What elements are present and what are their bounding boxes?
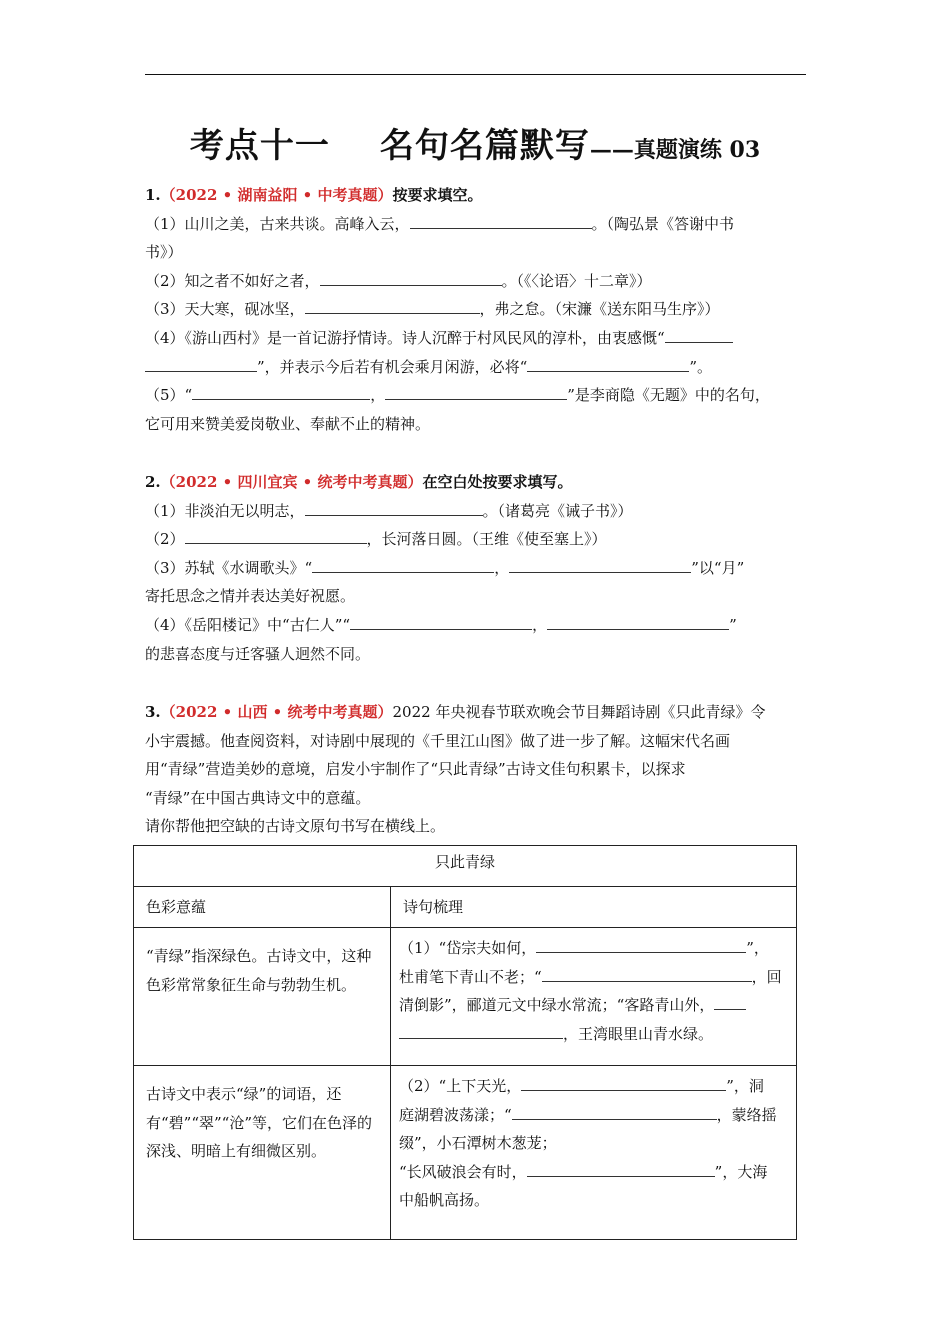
answer-blank[interactable] xyxy=(192,382,370,400)
answer-blank[interactable] xyxy=(305,498,483,516)
q1-item-2: （2）知之者不如好之者， 。（《〈论语〉十二章》） xyxy=(145,267,815,296)
answer-blank[interactable] xyxy=(305,296,480,314)
answer-blank[interactable] xyxy=(145,354,257,372)
header-rule xyxy=(145,74,806,75)
q1-item-5: （5）“ ， ”是李商隐《无题》中的名句， xyxy=(145,381,815,410)
table-cell-meaning-2: 古诗文中表示“绿”的词语，还有“碧”“翠”“沧”等，它们在色泽的深浅、明暗上有细微区别。 xyxy=(134,1066,391,1240)
q2-source: （2022 • 四川宜宾 • 统考中考真题） xyxy=(160,473,423,491)
answer-blank[interactable] xyxy=(320,268,502,286)
answer-blank[interactable] xyxy=(542,964,752,982)
q2-heading: 2.（2022 • 四川宜宾 • 统考中考真题）在空白处按要求填写。 xyxy=(145,473,573,491)
answer-blank[interactable] xyxy=(312,555,494,573)
title-name: 名句名篇默写 xyxy=(379,126,590,166)
q2-item-1: （1）非淡泊无以明志， 。（诸葛亮《诫子书》） xyxy=(145,497,815,526)
answer-blank[interactable] xyxy=(527,354,689,372)
answer-blank[interactable] xyxy=(410,211,592,229)
answer-blank[interactable] xyxy=(714,992,746,1010)
title-topic: 考点十一 xyxy=(189,126,330,166)
answer-blank[interactable] xyxy=(399,1021,563,1039)
q3-source: （2022 • 山西 • 统考中考真题） xyxy=(160,703,393,721)
q2-item-2: （2） ，长河落日圆。（王维《使至塞上》） xyxy=(145,525,815,554)
answer-blank[interactable] xyxy=(536,935,746,953)
accumulation-card-table xyxy=(133,845,797,1240)
question-1: 1.（2022 • 湖南益阳 • 中考真题）按要求填空。 （1）山川之美，古来共谈。高峰入云， 。（陶弘景《答谢中书 书》） （2）知之者不如好之者， 。（《〈论语〉十二章》） （3）天大寒，砚冰坚， ，弗之怠。（宋濂《送东阳马生序》） （4）《游山西村》是一首记游抒情诗。诗人沉醉于村风民风的淳朴，由衷感慨“ ”，并表示今后若有机会乘月闲游，必将“ ”。 （5）“ ， ”是李商隐《无题》中的名句， 它可用来赞美爱岗敬业、奉献不止的精神。 xyxy=(145,181,815,438)
q1-item-1: （1）山川之美，古来共谈。高峰入云， 。（陶弘景《答谢中书 xyxy=(145,210,815,239)
answer-blank[interactable] xyxy=(665,325,733,343)
question-2: 2.（2022 • 四川宜宾 • 统考中考真题）在空白处按要求填写。 （1）非淡泊无以明志， 。（诸葛亮《诫子书》） （2） ，长河落日圆。（王维《使至塞上》） （3）苏轼《水调歌头》“ ， ”以“月” 寄托思念之情并表达美好祝愿。 （4）《岳阳楼记》中“古仁人”“ ， ” 的悲喜态度与迁客骚人迥然不同。 xyxy=(145,468,815,668)
q1-item-4: （4）《游山西村》是一首记游抒情诗。诗人沉醉于村风民风的淳朴，由衷感慨“ xyxy=(145,324,815,353)
answer-blank[interactable] xyxy=(512,1102,717,1120)
answer-blank[interactable] xyxy=(185,526,367,544)
title-sub: ——真题演练 03 xyxy=(589,137,761,163)
q1-item-3: （3）天大寒，砚冰坚， ，弗之怠。（宋濂《送东阳马生序》） xyxy=(145,295,815,324)
table-cell-poems-1: （1）“岱宗夫如何， ”， 杜甫笔下青山不老；“ ，回 清倒影”，郦道元文中绿水常流；“客路青山外， ，王湾眼里山青水绿。 xyxy=(391,928,797,1066)
column-header-meaning: 色彩意蕴 xyxy=(134,887,391,928)
q2-item-4: （4）《岳阳楼记》中“古仁人”“ ， ” xyxy=(145,611,815,640)
answer-blank[interactable] xyxy=(547,612,729,630)
answer-blank[interactable] xyxy=(521,1073,726,1091)
q3-heading: 3.（2022 • 山西 • 统考中考真题）2022 年央视春节联欢晚会节目舞蹈诗剧《只此青绿》令 xyxy=(145,703,766,721)
q1-source: （2022 • 湖南益阳 • 中考真题） xyxy=(160,186,393,204)
q2-item-3: （3）苏轼《水调歌头》“ ， ”以“月” xyxy=(145,554,815,583)
column-header-poems: 诗句梳理 xyxy=(391,887,797,928)
answer-blank[interactable] xyxy=(509,555,691,573)
page-title xyxy=(0,118,950,167)
answer-blank[interactable] xyxy=(350,612,532,630)
table-cell-poems-2: （2）“上下天光， ”，洞 庭湖碧波荡漾；“ ，蒙络摇 缀”，小石潭树木葱茏； “长风破浪会有时， ”，大海 中船帆高扬。 xyxy=(391,1066,797,1240)
table-cell-meaning-1: “青绿”指深绿色。古诗文中，这种色彩常常象征生命与勃勃生机。 xyxy=(134,928,391,1066)
answer-blank[interactable] xyxy=(527,1159,715,1177)
table-title: 只此青绿 xyxy=(134,846,797,887)
answer-blank[interactable] xyxy=(385,382,567,400)
question-3: 3.（2022 • 山西 • 统考中考真题）2022 年央视春节联欢晚会节目舞蹈诗剧《只此青绿》令 小宇震撼。他查阅资料，对诗剧中展现的《千里江山图》做了进一步了解。这幅宋代名画 用“青绿”营造美妙的意境，启发小宇制作了“只此青绿”古诗文佳句积累卡，以探求 “青绿”在中国古典诗文中的意蕴。 请你帮他把空缺的古诗文原句书写在横线上。 xyxy=(145,698,815,841)
q1-heading: 1.（2022 • 湖南益阳 • 中考真题）按要求填空。 xyxy=(145,186,483,204)
